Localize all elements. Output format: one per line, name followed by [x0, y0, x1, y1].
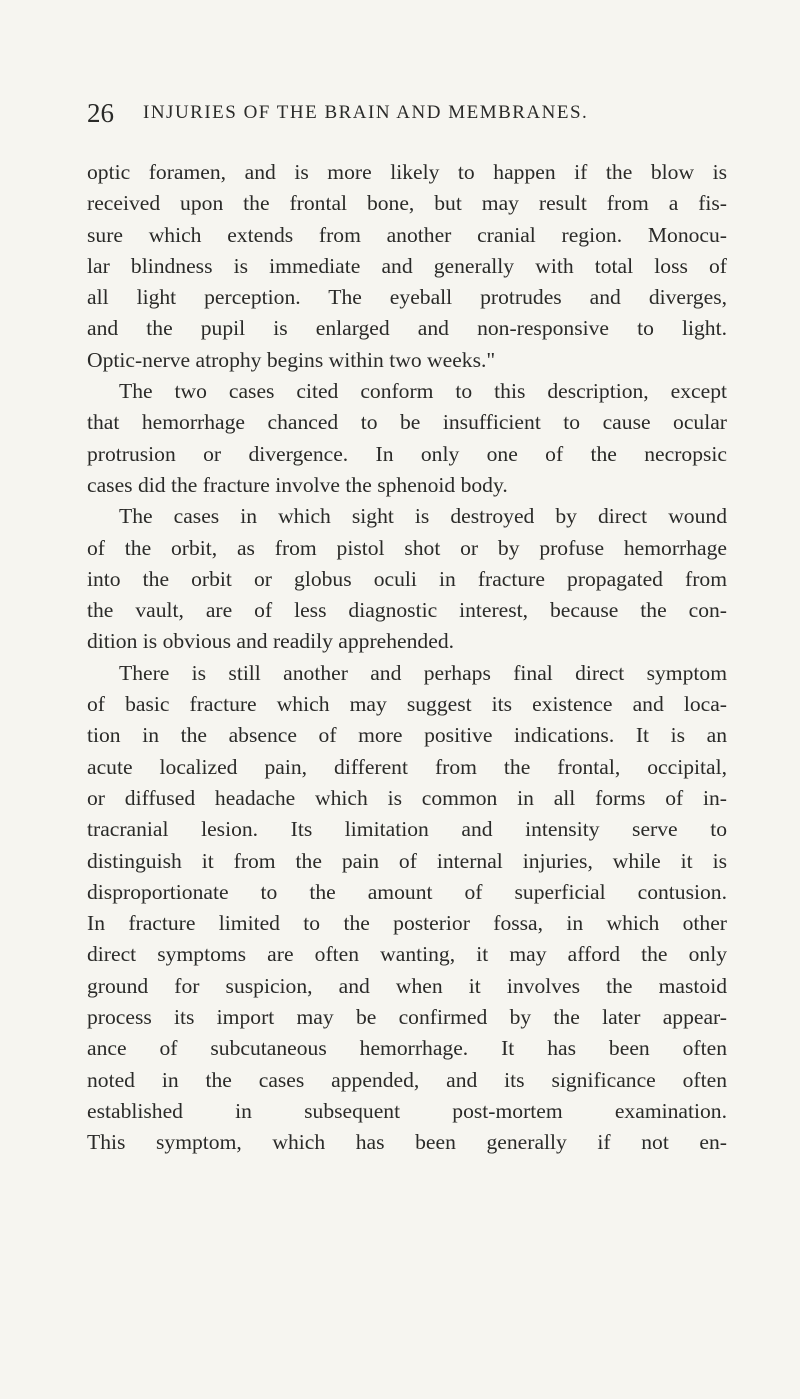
text-line: of basic fracture which may suggest its existence and loca- — [87, 692, 727, 717]
text-line: ground for suspicion, and when it involves the mastoid — [87, 973, 727, 998]
text-line: disproportionate to the amount of superficial contusion. — [87, 879, 727, 904]
page-number: 26 — [87, 98, 114, 128]
text-line: optic foramen, and is more likely to happen if the blow is — [87, 160, 727, 184]
body-text — [87, 157, 727, 1159]
text-line: or diffused headache which is common in all forms of in- — [87, 785, 727, 810]
text-line: tracranial lesion. Its limitation and intensity serve to — [87, 817, 727, 842]
text-line: sure which extends from another cranial region. Monocu- — [87, 222, 727, 247]
text-line: and the pupil is enlarged and non-responsive to light. — [87, 316, 727, 341]
text-line: of the orbit, as from pistol shot or by profuse hemorrhage — [87, 535, 727, 560]
text-line: tion in the absence of more positive indications. It is an — [87, 723, 727, 748]
text-line: dition is obvious and readily apprehended. — [87, 629, 455, 654]
text-line: protrusion or divergence. In only one of the necropsic — [87, 441, 727, 466]
text-line: This symptom, which has been generally if not en- — [87, 1130, 727, 1155]
text-line: direct symptoms are often wanting, it may afford the only — [87, 942, 727, 967]
running-title: INJURIES OF THE BRAIN AND MEMBRANES. — [143, 102, 589, 123]
text-line: The cases in which sight is destroyed by direct wound — [119, 504, 727, 529]
text-line: received upon the frontal bone, but may result from a fis- — [87, 191, 727, 216]
text-line: distinguish it from the pain of internal injuries, while it is — [87, 848, 727, 873]
text-line: acute localized pain, different from the frontal, occipital, — [87, 754, 727, 779]
text-line: the vault, are of less diagnostic interest, because the con- — [87, 598, 727, 623]
page-header — [87, 96, 687, 130]
text-line: The two cases cited conform to this description, except — [119, 379, 727, 404]
text-line: cases did the fracture involve the sphenoid body. — [87, 472, 508, 497]
text-line: There is still another and perhaps final direct symptom — [119, 660, 727, 685]
text-line: established in subsequent post-mortem examination. — [87, 1098, 727, 1123]
text-line: noted in the cases appended, and its significance often — [87, 1067, 727, 1092]
text-line: In fracture limited to the posterior fossa, in which other — [87, 911, 727, 936]
text-line: Optic-nerve atrophy begins within two weeks." — [87, 347, 496, 372]
text-line: ance of subcutaneous hemorrhage. It has been often — [87, 1036, 727, 1061]
text-line: that hemorrhage chanced to be insufficient to cause ocular — [87, 410, 727, 435]
text-line: all light perception. The eyeball protrudes and diverges, — [87, 285, 727, 310]
text-line: process its import may be confirmed by the later appear- — [87, 1005, 727, 1030]
text-line: into the orbit or globus oculi in fracture propagated from — [87, 566, 727, 591]
text-line: lar blindness is immediate and generally with total loss of — [87, 253, 727, 278]
